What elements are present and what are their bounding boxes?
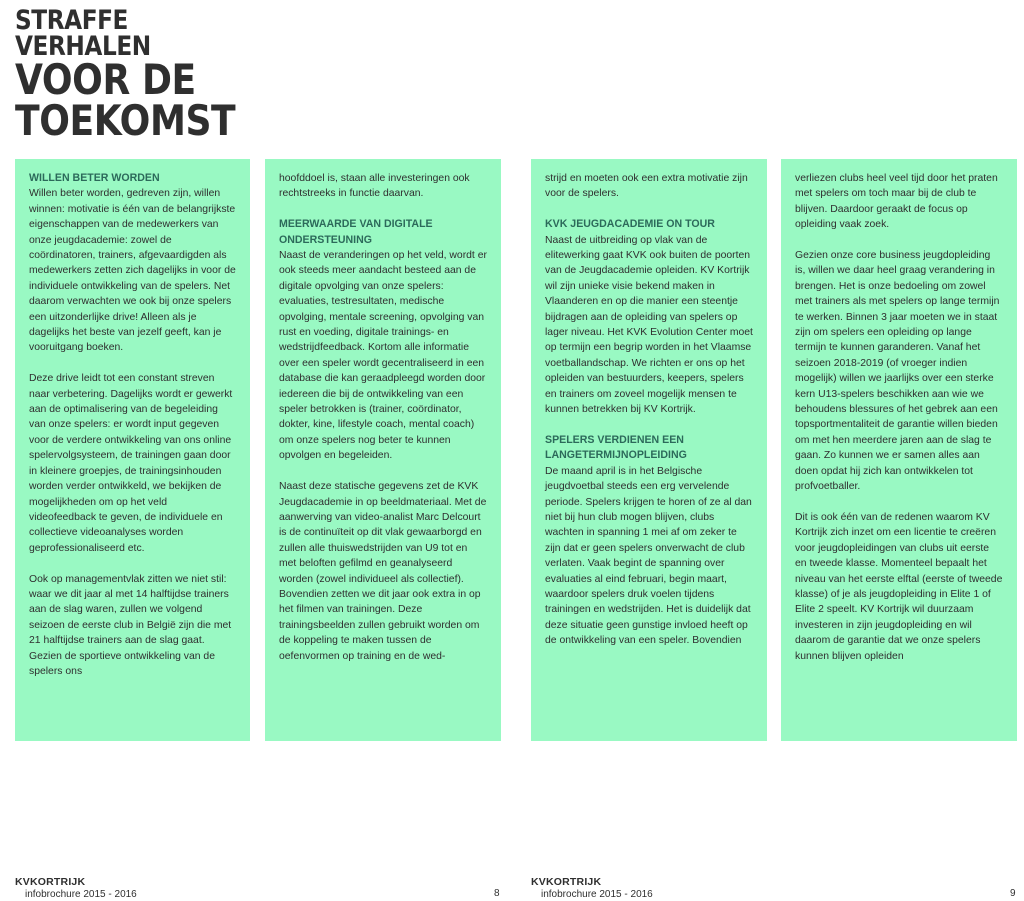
section-heading: WILLEN BETER WORDEN [29, 172, 160, 184]
paragraph: verliezen clubs heel veel tijd door het praten met spelers om toch maar bij de club te blijven. Daardoor geraakt de focus op opleiding vaak zoek. [795, 173, 998, 231]
paragraph: Gezien onze core business jeugdopleiding is, willen we daar heel graag verandering in brengen. Het is onze bedoeling om zowel met trainers als met spelers op lange termijn te werken. Binnen 3 jaar moeten we in staat zijn om spelers een opleiding op lange termijn te kunnen garanderen. Vanaf het seizoen 2018-2019 (of vroeger indien mogelijk) willen we jaarlijks over een sterke kern U13-spelers beschikken aan wie we behoudens blessures of het gebrek aan een topsportmentaliteit de garantie willen bieden om met hen meerdere jaren aan de slag te gaan. Zo kunnen we er samen alles aan doen opdat hij zich kan ontwikkelen tot profvoetballer. [795, 250, 1000, 493]
section-heading: KVK JEUGDACADEMIE ON TOUR [545, 218, 715, 231]
paragraph: Dit is ook één van de redenen waarom KV Kortrijk zich inzet om een licentie te creëren voor jeugdopleidingen van clubs uit eerste en tweede klasse. Momenteel bepaalt het niveau van het eerste elftal (eerste of tweede klasse) of je als jeugdopleiding in Elite 1 of Elite 2 speelt. KV Kortrijk wil duurzaam investeren in zijn jeugdopleiding en wil daarom de garantie dat we onze spelers kunnen blijven opleiden [795, 511, 1003, 662]
paragraph: Willen beter worden, gedreven zijn, willen winnen: motivatie is één van de belangrijkste eigenschappen van de medewerkers van onze jeugdacademie: zowel de coördinatoren, trainers, afgevaardigden als medewerkers zetten zich dagelijks in voor de individuele ontwikkeling van de spelers. Net daarom verwachten we ook bij onze spelers een uitzonderlijke drive! Alleen als je dagelijks het beste van jezelf geeft, kan je vooruitgang boeken. [29, 188, 236, 354]
section-heading: SPELERS VERDIENEN EEN LANGETERMIJNOPLEIDING [545, 433, 687, 462]
page-headline [15, 5, 271, 146]
paragraph: strijd en moeten ook een extra motivatie zijn voor de spelers. [545, 173, 748, 200]
section-heading: MEERWAARDE VAN DIGITALE ONDERSTEUNING [279, 218, 433, 246]
brochure-title: infobrochure 2015 - 2016 [541, 889, 653, 900]
footer-right [531, 876, 653, 901]
paragraph: Naast de uitbreiding op vlak van de elitewerking gaat KVK ook buiten de poorten van de Jeugdacademie opleiden. KV Kortrijk wil zijn unieke visie bekend maken in Vlaanderen en op die manier een steentje bijdragen aan de opleiding van spelers op lager niveau. Het KVK Evolution Center moet op termijn een begrip worden in het Vlaamse voetballandschap. We richten er ons op het opleiden van bestuurders, keepers, spelers en trainers om zoveel mogelijk mensen te kunnen betrekken bij KV Kortrijk. [545, 234, 753, 416]
headline-line-2: VERHALEN [15, 30, 151, 62]
text-column-4 [781, 159, 1017, 741]
brand-name: KVKORTRIJK [15, 876, 86, 888]
text-column-1 [15, 159, 250, 741]
paragraph: Naast deze statische gegevens zet de KVK Jeugdacademie in op beeldmateriaal. Met de aanwerving van video-analist Marc Delcourt is de continuïteit op dit vlak gewaarborgd en zullen alle thuiswedstrijden van U9 tot en met beloften gefilmd en geanalyseerd worden (zowel individueel als collectief). Bovendien zetten we dit jaar ook extra in op het filmen van trainingen. Deze trainingsbeelden zullen gebruikt worden om de koppeling te maken tussen de oefenvormen op training en de wed- [279, 481, 487, 662]
brand-name: KVKORTRIJK [531, 876, 602, 888]
headline-line-4: TOEKOMST [15, 96, 236, 146]
headline-line-1: STRAFFE [15, 5, 128, 36]
paragraph: hoofddoel is, staan alle investeringen ook rechtstreeks in functie daarvan. [279, 173, 470, 200]
footer-left [15, 876, 137, 901]
paragraph: Deze drive leidt tot een constant streven naar verbetering. Dagelijks wordt er gewerkt aan de optimalisering van de begeleiding van onze spelers: er wordt input gegeven voor de verdere ontwikkeling van ons online spelervolgsysteem, de trainingen gaan door in kleinere groepjes, de trainingsinhouden worden verder ontwikkeld, we bekijken de mogelijkheden om op het veld videofeedback te geven, de individuele en collectieve videoanalyses worden geprofessionaliseerd etc. [29, 373, 233, 554]
page-number-right: 9 [1010, 888, 1016, 899]
text-column-3 [531, 159, 767, 741]
text-column-2 [265, 159, 501, 741]
paragraph: Ook op managementvlak zitten we niet stil: waar we dit jaar al met 14 halftijdse trainers aan de slag waren, zullen we volgend seizoen de eerste club in België zijn die met 21 halftijdse trainers aan de slag gaat. Gezien de sportieve ontwikkeling van de spelers ons [29, 573, 232, 677]
page-number-left: 8 [494, 888, 500, 899]
headline-line-3: VOOR DE [15, 55, 196, 105]
paragraph: Naast de veranderingen op het veld, wordt er ook steeds meer aandacht besteed aan de digitale opvolging van onze spelers: evaluaties, testresultaten, medische opvolging, mentale screening, opvolging van rust en voeding, digitale trainings- en wedstrijdfeedback. Kortom alle informatie over een speler wordt gecentraliseerd in een database die kan geraadpleegd worden door iedereen die bij de ontwikkeling van een speler betrokken is (trainer, coördinator, dokter, kine, lifestyle coach, mental coach) om onze spelers nog beter te kunnen opvolgen en begeleiden. [279, 250, 487, 462]
paragraph: De maand april is in het Belgische jeugdvoetbal steeds een erg vervelende periode. Spelers krijgen te horen of ze al dan niet bij hun club mogen blijven, clubs wachten in spanning 1 mei af om zeker te zijn dat er geen spelers onverwacht de club verlaten. Vaak begint de spanning over evaluaties al eind februari, begin maart, waardoor spelers druk voelen tijdens trainingen en wedstrijden. Het is duidelijk dat deze situatie geen gunstige invloed heeft op de ontwikkeling van een speler. Bovendien [545, 465, 752, 647]
brochure-title: infobrochure 2015 - 2016 [25, 889, 137, 900]
